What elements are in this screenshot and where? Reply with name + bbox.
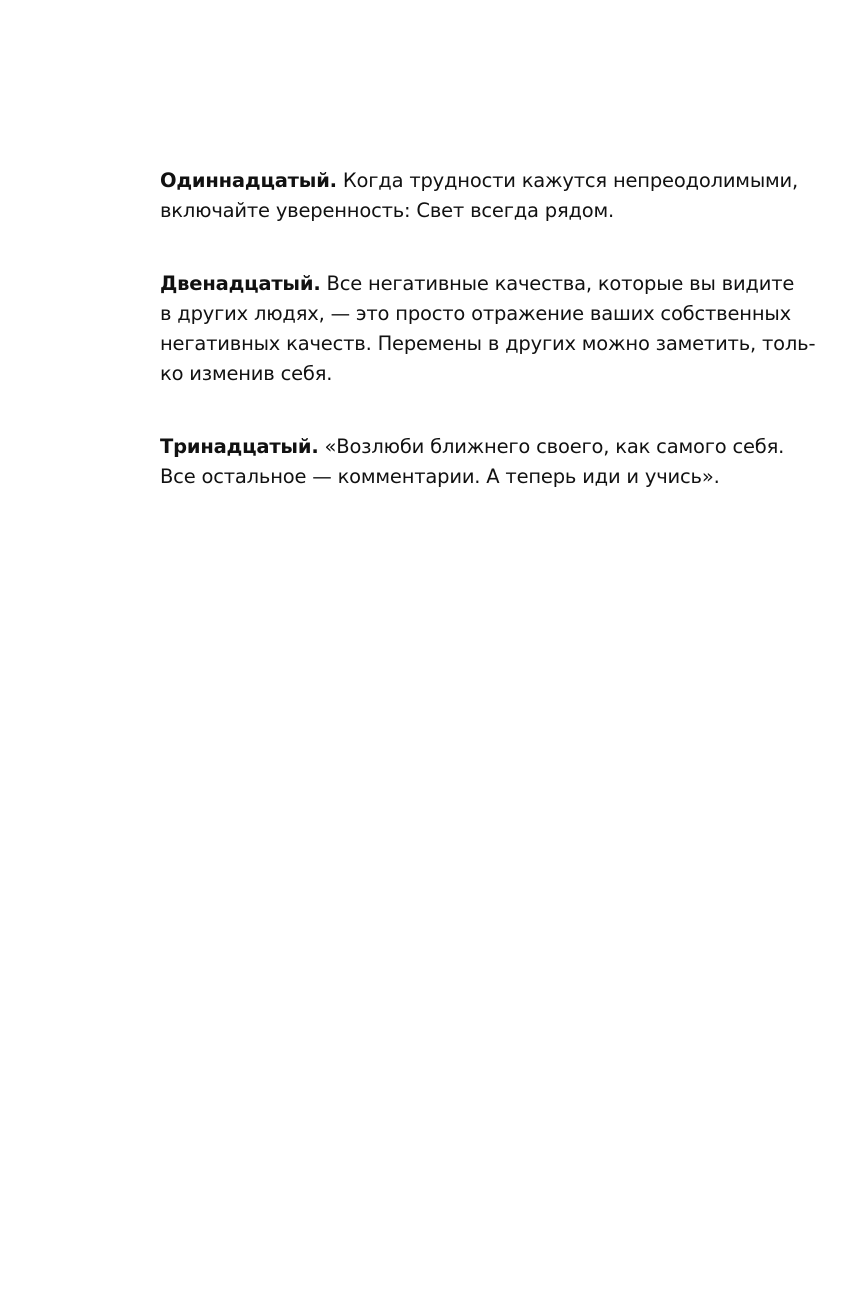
paragraph-eleventh [160, 166, 799, 226]
paragraph-line: Все остальное — комментарии. А теперь иди и учись». [160, 465, 720, 488]
page-body [160, 166, 816, 535]
paragraph-line: негативных качеств. Перемены в других можно заметить, толь- [160, 332, 816, 355]
paragraph-twelfth [160, 269, 816, 389]
paragraph-line: включайте уверенность: Свет всегда рядом. [160, 199, 615, 222]
paragraph-lead: Тринадцатый. [160, 435, 319, 458]
paragraph-line: ко изменив себя. [160, 362, 333, 385]
paragraph-text: «Возлюби ближнего своего, как самого себя. [324, 435, 785, 458]
paragraph-line: в других людях, — это просто отражение ваших собственных [160, 302, 791, 325]
paragraph-lead: Одиннадцатый. [160, 169, 337, 192]
paragraph-thirteenth [160, 432, 785, 492]
paragraph-text: Все негативные качества, которые вы видите [326, 272, 795, 295]
paragraph-line [160, 432, 785, 462]
paragraph-line [160, 269, 795, 299]
paragraph-line [160, 166, 799, 196]
paragraph-text: Когда трудности кажутся непреодолимыми, [342, 169, 799, 192]
paragraph-lead: Двенадцатый. [160, 272, 321, 295]
